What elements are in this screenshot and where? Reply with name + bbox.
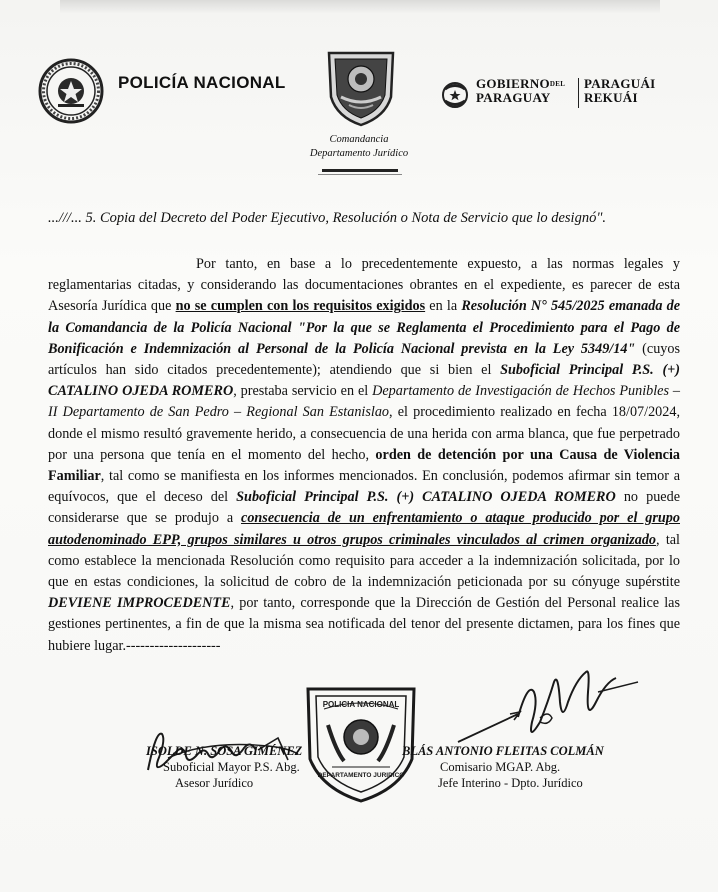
text-segment: , tal como establece la mencionada Resolución como requisito para acceder a la indemnización solicitada, por lo que en estas condiciones, la solicitud de cobro de la indemnización peticionada por su cónyuge supérstite [48, 531, 681, 591]
text-segment: , por tanto, corresponde que la Dirección de Gestión del Personal realice las gestiones pertinentes, a fin de que la misma sea notificada del tenor del presente dictamen, para los fines que hubiere lugar.-------------------- [48, 595, 680, 654]
stamp-top-text: POLICIA NACIONAL [322, 700, 400, 709]
text-segment: (cuyos artículos han sido citados precedentemente); atendiendo que si bien el [48, 340, 680, 379]
institution-title: POLICÍA NACIONAL [118, 73, 286, 92]
text-segment: en la [425, 298, 462, 315]
text-segment: Resolución N° 545/2025 emanada de la Comandancia de la Policía Nacional "Por la que se Reglamenta el Procedimiento para el Pago de Bonificación e Indemnización al Personal de la Policía Nacional prevista en la Ley 5349/14" [48, 298, 680, 357]
text-segment: , prestaba servicio en el [233, 383, 373, 400]
text-segment: Suboficial Principal P.S. (+) CATALINO OJEDA ROMERO [236, 489, 616, 506]
department-line-1: Comandancia [329, 134, 389, 145]
gov-line-1: GOBIERNO [476, 76, 550, 91]
text-segment: Suboficial Principal P.S. (+) CATALINO OJEDA ROMERO [48, 362, 680, 400]
divider-thin [318, 174, 402, 175]
text-segment: , tal como se manifiesta en los informes mencionados. En conclusión, podemos afirmar sin temor a equívocos, que el deceso del [48, 468, 680, 506]
gov-separator [578, 78, 579, 108]
gov-name [476, 77, 565, 105]
text-segment: Por tanto, en base a lo precedentemente expuesto, a las normas legales y reglamentarias citadas, y considerando las documentaciones obrantes en el expediente, es parecer de esta Asesoría Jurídica que [48, 256, 680, 315]
text-segment: DEVIENE IMPROCEDENTE [48, 595, 231, 612]
gov-guarani-1: PARAGUÁI [584, 76, 656, 91]
gov-guarani-2: REKUÁI [584, 90, 638, 105]
gov-guarani [584, 77, 656, 105]
signer-left-name: ISOLDE N. SOSA GIMÉNEZ [146, 744, 303, 758]
text-segment: consecuencia de un enfrentamiento o ataque producido por el grupo autodenominado EPP, grupos similares u otros grupos criminales vinculados al crimen organizado [48, 510, 680, 548]
signer-right-name: BLÁS ANTONIO FLEITAS COLMÁN [402, 744, 604, 758]
divider [322, 169, 398, 172]
text-segment: no se cumplen con los requisitos exigidos [175, 298, 426, 315]
department-heading [0, 133, 718, 161]
text-segment: no puede considerarse que se produjo a [48, 489, 680, 527]
intro-line: ...///... 5. Copia del Decreto del Poder Ejecutivo, Resolución o Nota de Servicio que lo designó". [48, 210, 607, 226]
department-line-2: Departamento Jurídico [309, 148, 409, 159]
stamp-bottom-text: DEPARTAMENTO JURIDICO [317, 772, 405, 779]
gov-del: DEL [549, 80, 566, 88]
signer-right-role: Jefe Interino - Dpto. Jurídico [438, 776, 583, 790]
signer-left-role: Asesor Jurídico [175, 776, 254, 790]
dictamen-paragraph [48, 254, 680, 657]
paraguay-emblem-icon [440, 80, 470, 110]
police-seal-icon [38, 58, 104, 124]
signer-left-rank: Suboficial Mayor P.S. Abg. [163, 760, 300, 774]
scan-shadow [60, 0, 660, 14]
text-segment: orden de detención por una Causa de Violencia Familiar [48, 446, 680, 485]
signer-right-rank: Comisario MGAP. Abg. [440, 760, 561, 774]
police-crest-icon [325, 47, 397, 127]
text-segment: Departamento de Investigación de Hechos Punibles – II Departamento de San Pedro – Regional San Estanislao [48, 383, 680, 421]
government-logo [440, 76, 670, 112]
gov-line-2: PARAGUAY [476, 90, 551, 105]
text-segment: , el procedimiento realizado en fecha 18/07/2024, donde el mismo resultó gravemente herido, a consecuencia de una herida con arma blanca, que fue perpetrado por una persona que tenía en el momento del hecho, [48, 404, 680, 463]
